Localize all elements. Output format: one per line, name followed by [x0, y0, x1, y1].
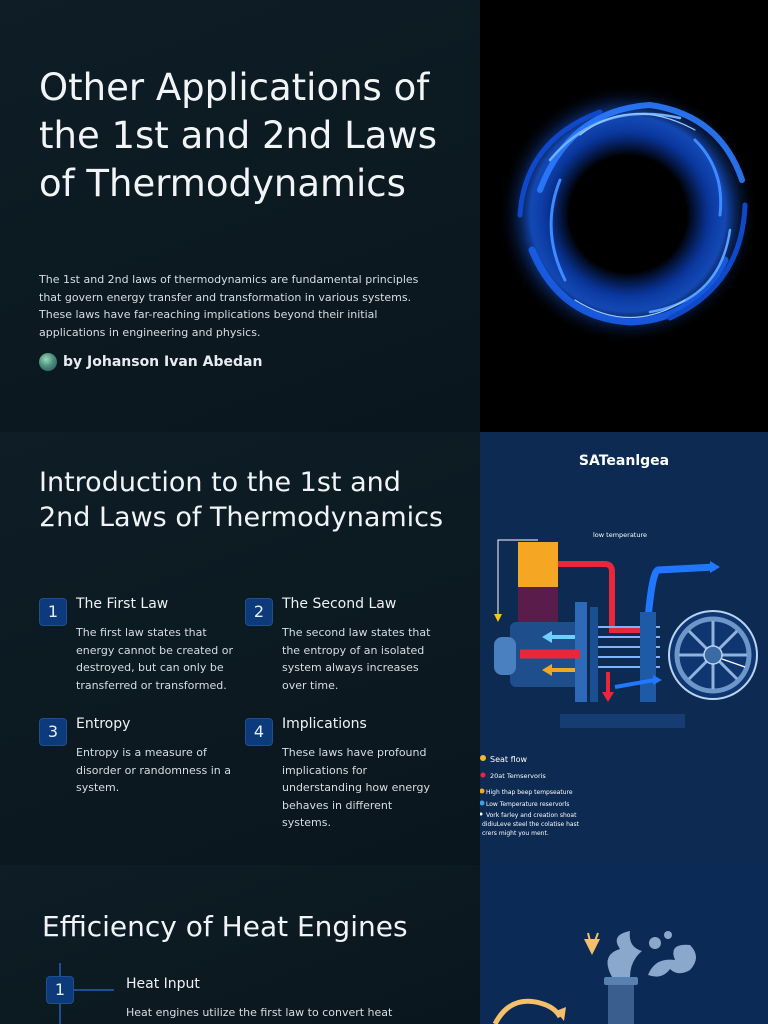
section-title-intro: Introduction to the 1st and 2nd Laws of Thermodynamics	[39, 467, 444, 533]
legend-item: High thap beep tempseature	[486, 789, 573, 796]
hero-image	[480, 0, 768, 432]
diagram-legend	[480, 755, 580, 837]
card-number: 2	[245, 598, 273, 626]
legend-item: 20at Temservoris	[490, 772, 546, 780]
card-body: The second law states that the entropy of an isolated system always increases over time.	[282, 626, 431, 692]
card-body: These laws have profound implications for understanding how energy behaves in different systems.	[282, 746, 430, 830]
card-title: Implications	[282, 716, 367, 732]
blue-vortex-image	[480, 0, 768, 432]
card-title: The Second Law	[282, 596, 397, 612]
timeline-item-body: Heat engines utilize the first law to convert heat	[126, 1006, 393, 1019]
avatar	[39, 353, 57, 371]
smokestack-illustration	[480, 865, 768, 1024]
legend-item: Low Temperature reservorls	[486, 801, 570, 808]
timeline-connector	[72, 989, 114, 991]
efficiency-image	[480, 865, 768, 1024]
heat-engine-diagram	[480, 432, 768, 865]
turbine-wheel-icon	[669, 611, 757, 699]
legend-item: Vork farley and creation shoat	[486, 812, 577, 819]
timeline-number: 1	[46, 976, 74, 1004]
card-number: 3	[39, 718, 67, 746]
heat-engine-illustration	[480, 432, 768, 865]
author-name: by Johanson Ivan Abedan	[63, 354, 263, 370]
diagram-top-label: low temperature	[592, 531, 648, 539]
author-line	[39, 353, 262, 371]
card-number: 1	[39, 598, 67, 626]
page-title: Other Applications of the 1st and 2nd Laws of Thermodynamics	[39, 66, 438, 205]
hero-section	[0, 0, 768, 432]
legend-item: didiuLeve steel the colatise hast	[482, 821, 580, 828]
diagram-brand: SATeanlgea	[578, 453, 670, 469]
legend-item: Seat flow	[490, 755, 528, 764]
card-title: The First Law	[76, 596, 169, 612]
hero-description: The 1st and 2nd laws of thermodynamics are fundamental principles that govern energy transfer and transformation in various systems. These laws have far-reaching implications beyond their initial applications in engineering and physics.	[39, 273, 419, 339]
section-title-efficiency: Efficiency of Heat Engines	[42, 910, 408, 943]
card-body: The first law states that energy cannot be created or destroyed, but can only be transferred or transformed.	[76, 626, 233, 692]
card-title: Entropy	[76, 716, 131, 732]
card-body: Entropy is a measure of disorder or randomness in a system.	[76, 746, 231, 795]
legend-item: crers might you ment.	[482, 830, 549, 837]
card-number: 4	[245, 718, 273, 746]
timeline-item-title: Heat Input	[126, 976, 200, 992]
